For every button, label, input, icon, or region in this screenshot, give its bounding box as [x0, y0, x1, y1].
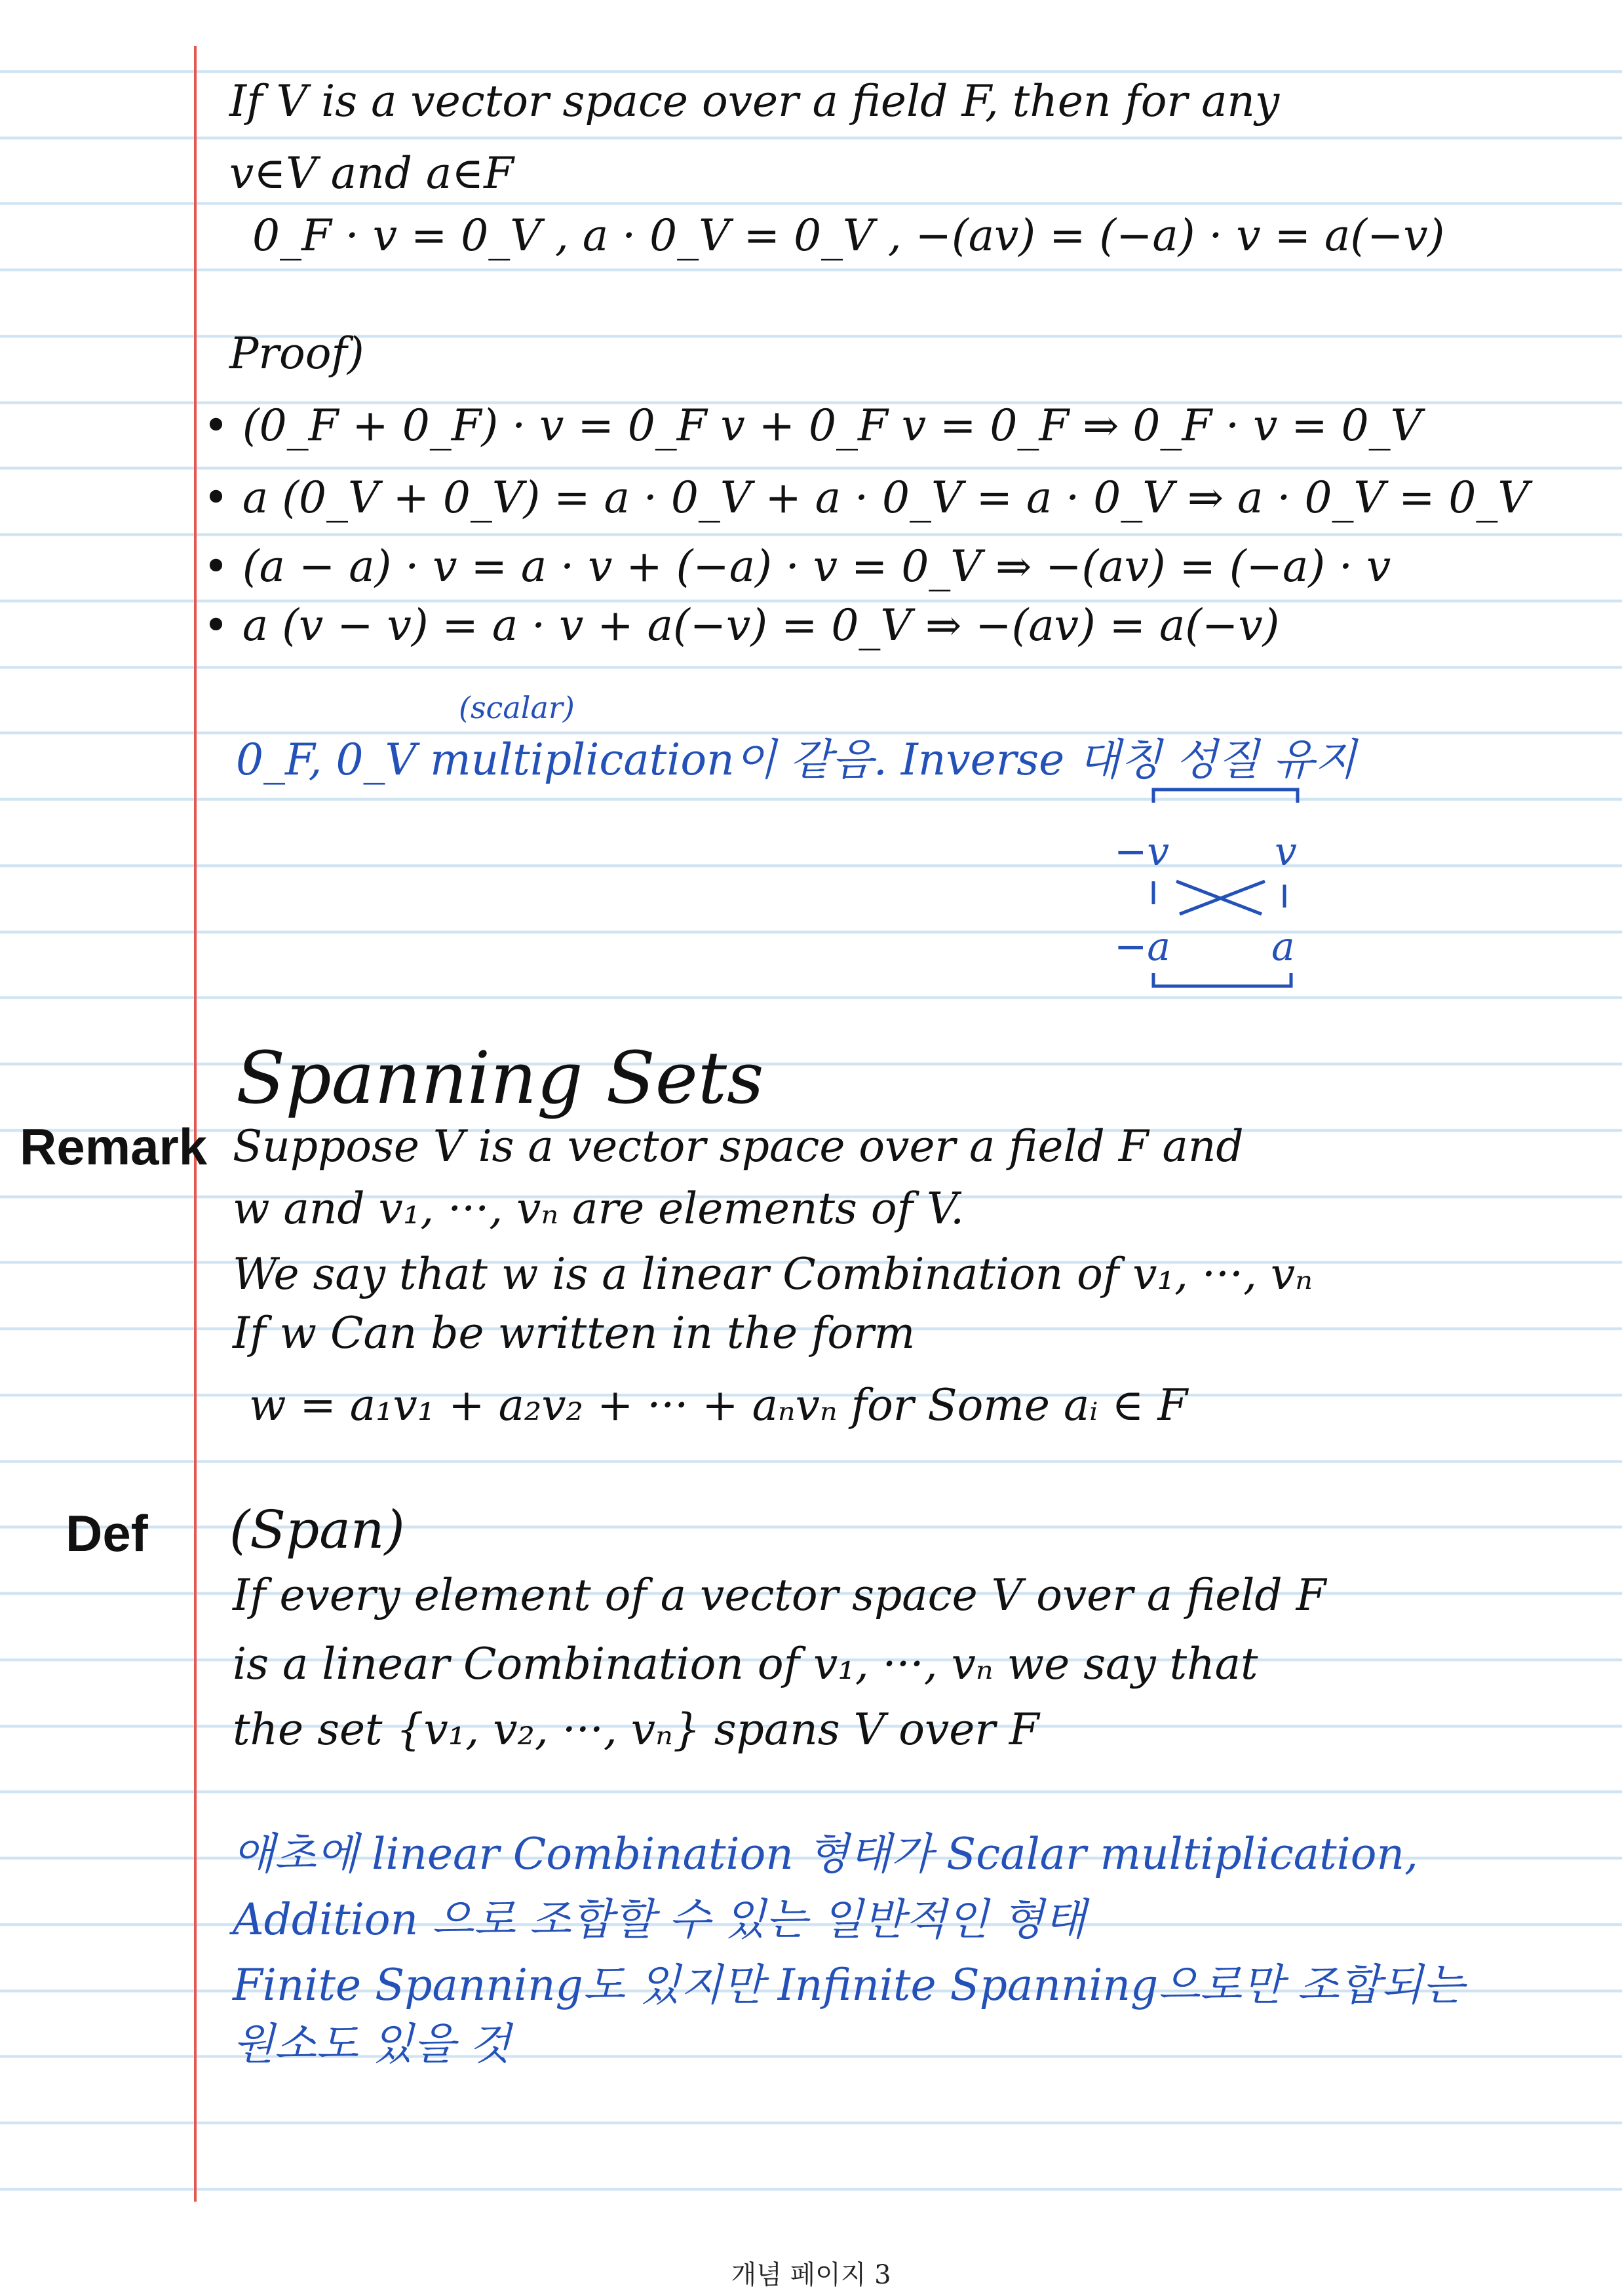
- remark-line-5: w = a₁v₁ + a₂v₂ + ··· + aₙvₙ for Some aᵢ ∈ F: [249, 1380, 1188, 1430]
- remark-line-3: We say that w is a linear Combination of v₁, ···, vₙ: [233, 1249, 1313, 1299]
- theorem-line-2: v∈V and a∈F: [229, 148, 514, 199]
- note-line-4: 원소도 있을 것: [233, 2019, 511, 2069]
- note-line-2: Addition 으로 조합할 수 있는 일반적인 형태: [233, 1894, 1086, 1945]
- note-line-1: 애초에 linear Combination 형태가 Scalar multiplication,: [233, 1829, 1419, 1879]
- diagram-label-neg-a: −a: [1114, 924, 1171, 970]
- scalar-annotation: (scalar): [459, 690, 575, 725]
- remark-line-1: Suppose V is a vector space over a field F and: [233, 1121, 1244, 1172]
- page-footer: 개념 페이지 3: [731, 2260, 891, 2290]
- def-line-3: the set {v₁, v₂, ···, vₙ} spans V over F: [233, 1704, 1039, 1755]
- theorem-line-3: 0_F · v = 0_V , a · 0_V = 0_V , −(av) = (−a) · v = a(−v): [252, 210, 1445, 261]
- note-line-3: Finite Spanning도 있지만 Infinite Spanning으로만 조합되는: [233, 1960, 1465, 2010]
- proof-title: Proof): [229, 328, 364, 379]
- section-heading-spanning-sets: Spanning Sets: [236, 1036, 764, 1120]
- diagram-bottom-bracket: [1153, 973, 1291, 986]
- def-label: Def: [66, 1504, 148, 1562]
- diagram-label-neg-v: −v: [1114, 829, 1170, 875]
- remark-line-2: w and v₁, ···, vₙ are elements of V.: [233, 1183, 965, 1234]
- inverse-cross-diagram: [1088, 783, 1350, 999]
- theorem-line-1: If V is a vector space over a field F, then for any: [229, 76, 1280, 126]
- proof-step-4: • a (v − v) = a · v + a(−v) = 0_V ⇒ −(av) = a(−v): [203, 600, 1280, 651]
- diagram-label-a: a: [1271, 924, 1295, 970]
- proof-step-3: • (a − a) · v = a · v + (−a) · v = 0_V ⇒ −(av) = (−a) · v: [203, 541, 1391, 592]
- remark-line-4: If w Can be written in the form: [233, 1308, 916, 1358]
- remark-label: Remark: [20, 1118, 208, 1176]
- proof-step-2: • a (0_V + 0_V) = a · 0_V + a · 0_V = a · 0_V ⇒ a · 0_V = 0_V: [203, 472, 1530, 523]
- diagram-label-v: v: [1275, 829, 1297, 875]
- def-line-1: If every element of a vector space V over a field F: [233, 1570, 1326, 1620]
- def-title: (Span): [229, 1499, 405, 1560]
- proof-step-1: • (0_F + 0_F) · v = 0_F v + 0_F v = 0_F ⇒ 0_F · v = 0_V: [203, 400, 1422, 451]
- def-line-2: is a linear Combination of v₁, ···, vₙ we say that: [233, 1639, 1258, 1689]
- diagram-top-bracket: [1153, 790, 1298, 803]
- note-inverse-symmetry: 0_F, 0_V multiplication이 같음. Inverse 대칭 성질 유지: [236, 735, 1357, 785]
